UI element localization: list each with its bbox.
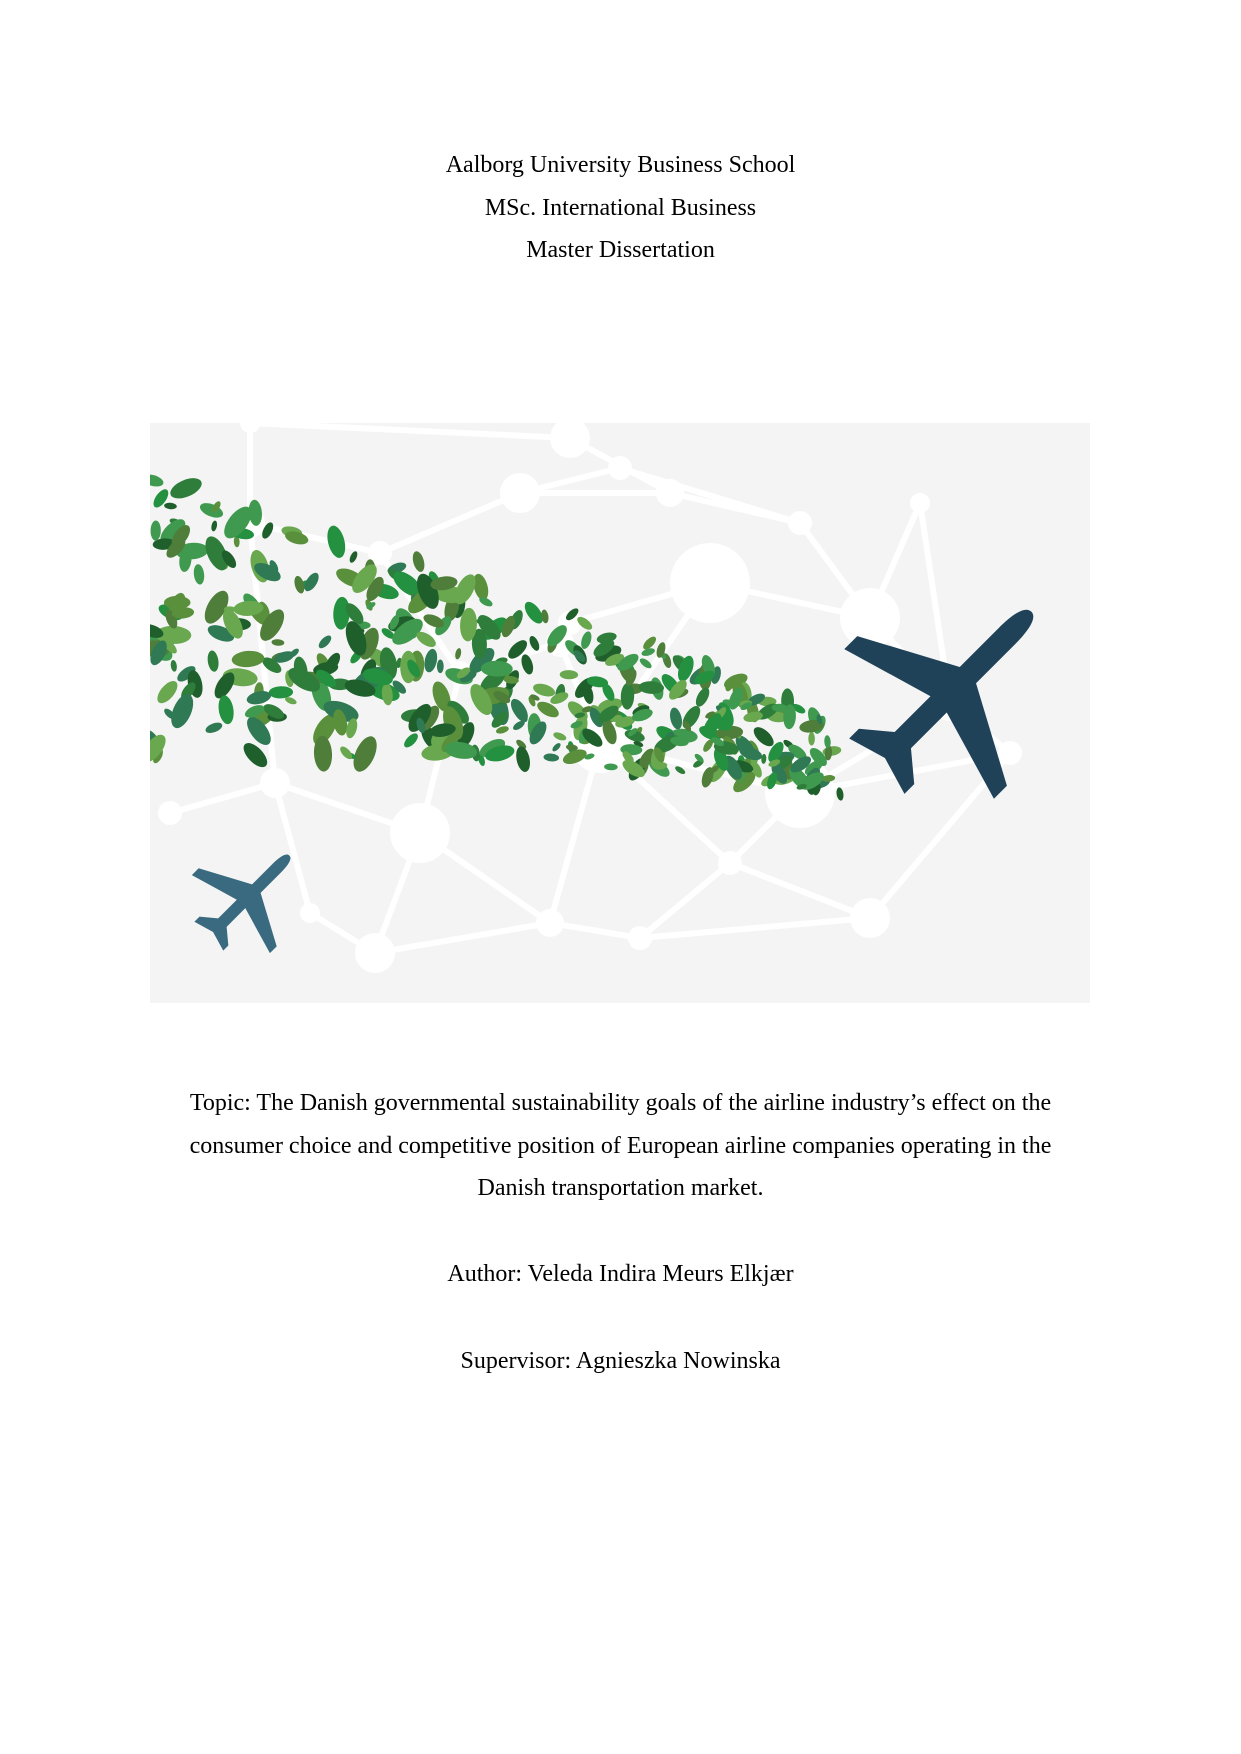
network-node <box>390 803 450 863</box>
network-node <box>300 903 320 923</box>
network-node <box>536 909 564 937</box>
document-type: Master Dissertation <box>526 237 715 263</box>
topic-line-1: Topic: The Danish governmental sustainability goals of the airline industry’s effect on the <box>189 1090 1052 1116</box>
leaf-icon <box>164 596 191 609</box>
cover-illustration <box>150 423 1090 1003</box>
network-node <box>158 801 182 825</box>
network-node <box>910 493 930 513</box>
network-node <box>355 933 395 973</box>
leaf-icon <box>808 732 815 745</box>
network-node <box>998 741 1022 765</box>
network-node <box>656 479 684 507</box>
leaf-icon <box>437 660 444 674</box>
topic-line-2: consumer choice and competitive position of European airline companies operating in the <box>189 1133 1052 1159</box>
network-node <box>850 898 890 938</box>
network-node <box>788 511 812 535</box>
institution-name: Aalborg University Business School <box>445 152 796 178</box>
network-node <box>608 456 632 480</box>
supervisor: Supervisor: Agnieszka Nowinska <box>460 1348 781 1374</box>
network-node <box>840 588 900 648</box>
topic-line-3: Danish transportation market. <box>477 1175 764 1201</box>
network-node <box>260 768 290 798</box>
network-node <box>718 851 742 875</box>
network-node <box>628 926 652 950</box>
author: Author: Veleda Indira Meurs Elkjær <box>447 1261 794 1287</box>
network-node <box>500 473 540 513</box>
network-node <box>670 543 750 623</box>
programme-name: MSc. International Business <box>484 195 757 221</box>
